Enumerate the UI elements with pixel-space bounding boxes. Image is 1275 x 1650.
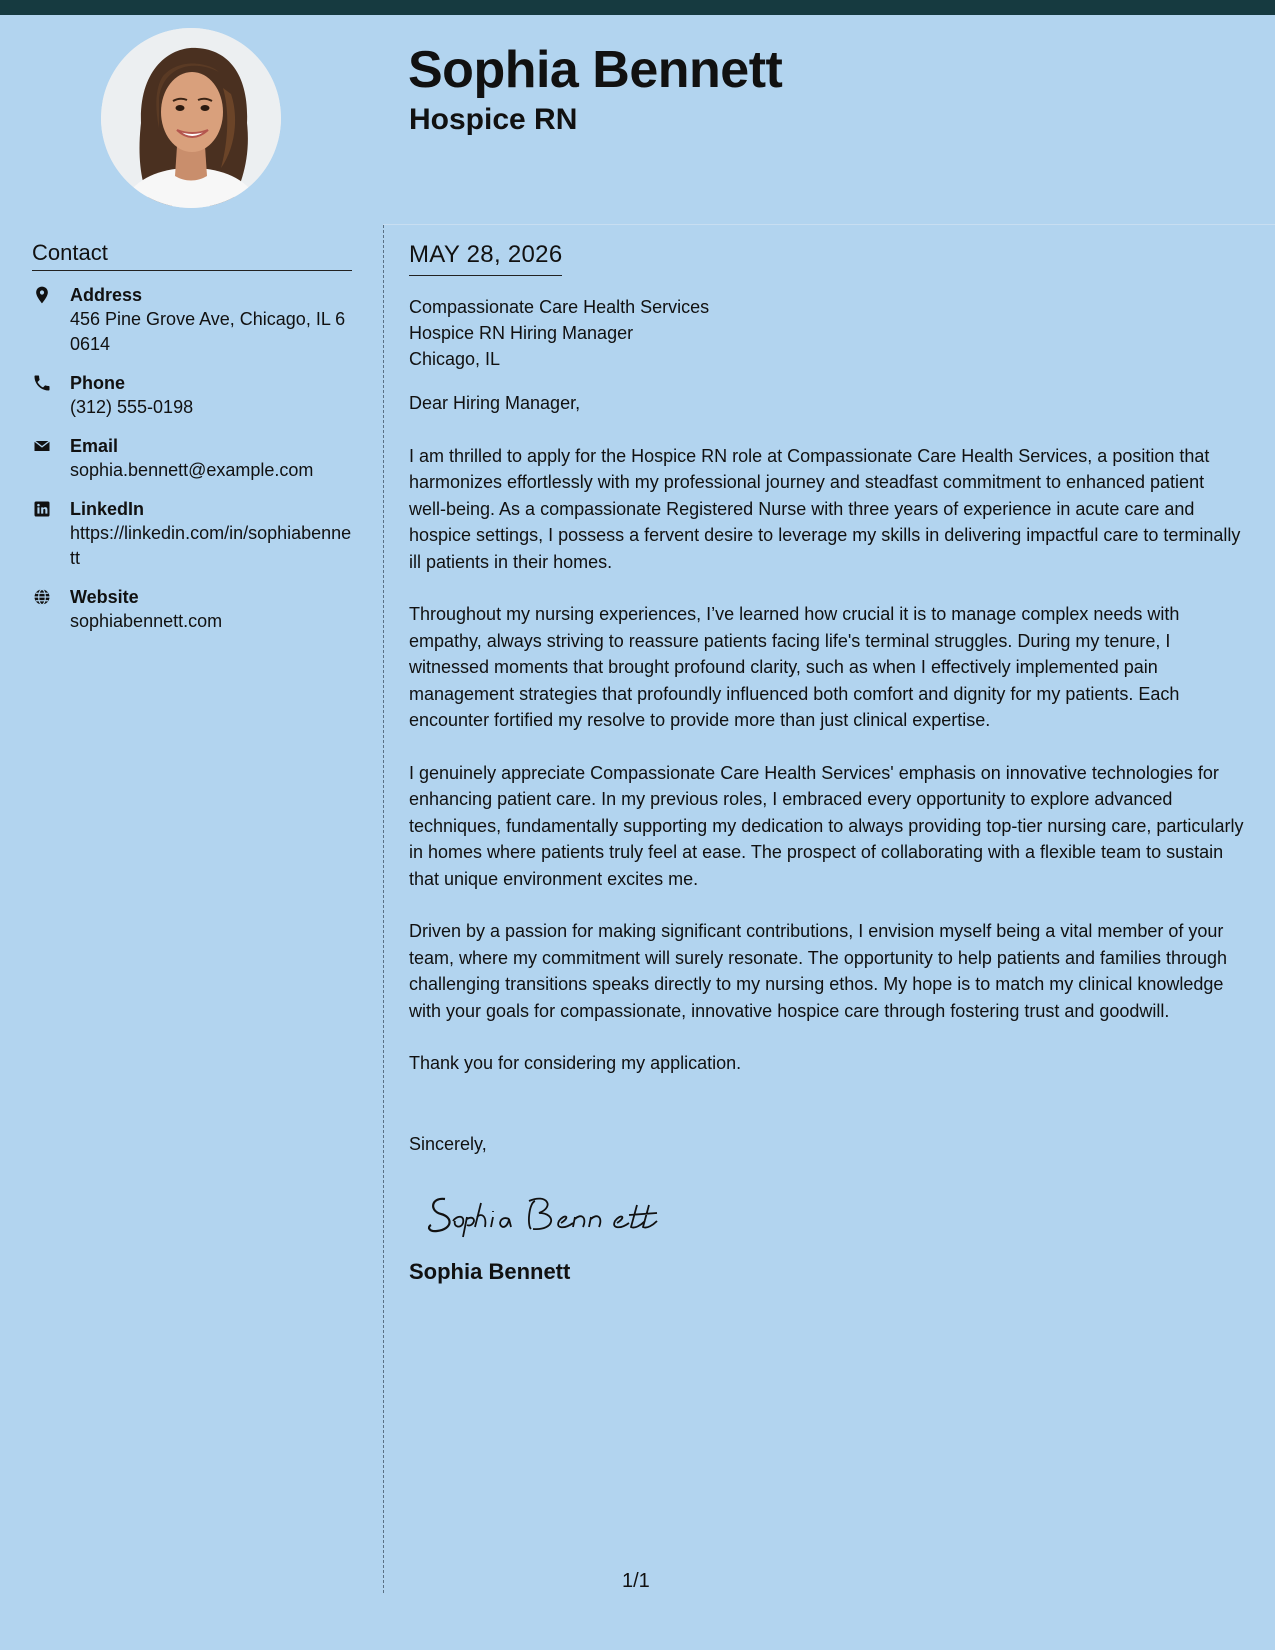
contact-sidebar	[32, 240, 352, 648]
job-title: Hospice RN	[409, 103, 578, 136]
contact-label: Email	[70, 436, 119, 456]
body-paragraph: I genuinely appreciate Compassionate Care Health Services' emphasis on innovative technologies for enhancing patient care. In my previous roles, I embraced every opportunity to explore advanced techniques, fundamentally supporting my dedication to always providing top-tier nursing care, particularly in homes where patients truly feel at ease. The prospect of collaborating with a flexible team to sustain that unique environment excites me.	[409, 762, 1244, 889]
body-paragraph: Driven by a passion for making significant contributions, I envision myself being a vital member of your team, where my commitment will surely resonate. The opportunity to help patients and families through challenging transitions speaks directly to my nursing ethos. My hope is to match my clinical knowledge with your goals for compassionate, innovative hospice care through fostering trust and goodwill.	[409, 921, 1228, 1021]
recipient-block	[409, 294, 1245, 372]
closing: Sincerely,	[409, 1133, 487, 1154]
signer-name: Sophia Bennett	[409, 1259, 571, 1284]
contact-linkedin	[32, 497, 352, 571]
envelope-icon	[32, 436, 54, 458]
greeting: Dear Hiring Manager,	[409, 393, 581, 413]
signature-graphic	[423, 1181, 663, 1241]
contact-email	[32, 434, 352, 483]
contact-value[interactable]: https://linkedin.com/in/sophiabennett	[70, 523, 352, 568]
recipient-title: Hospice RN Hiring Manager	[409, 323, 634, 343]
profile-photo-illustration	[101, 28, 281, 208]
applicant-name: Sophia Bennett	[408, 41, 783, 99]
contact-label: Address	[70, 285, 143, 305]
contact-label: LinkedIn	[70, 499, 145, 519]
recipient-location: Chicago, IL	[409, 349, 501, 369]
recipient-company: Compassionate Care Health Services	[409, 297, 710, 317]
header-divider	[383, 224, 1275, 225]
profile-photo	[101, 28, 281, 208]
contact-heading: Contact	[32, 240, 352, 271]
letter-body	[409, 240, 1245, 1286]
phone-icon	[32, 373, 54, 395]
contact-website	[32, 585, 352, 634]
page-number: 1/1	[622, 1570, 650, 1592]
letter-date: MAY 28, 2026	[409, 240, 562, 276]
top-accent-bar	[0, 0, 1275, 15]
contact-label: Phone	[70, 373, 126, 393]
contact-phone	[32, 371, 352, 420]
map-pin-icon	[32, 285, 54, 307]
linkedin-icon	[32, 499, 54, 521]
column-divider	[383, 225, 384, 1593]
body-paragraph: Throughout my nursing experiences, I’ve learned how crucial it is to manage complex needs with empathy, always striving to reassure patients facing life's terminal struggles. During my tenure, I witnessed moments that brought profound clarity, such as when I effectively implemented pain management strategies that profoundly influenced both comfort and dignity for my patients. Each encounter fortified my resolve to provide more than just clinical expertise.	[409, 604, 1180, 730]
body-paragraph: I am thrilled to apply for the Hospice RN role at Compassionate Care Health Services, a position that harmonizes effortlessly with my professional journey and steadfast commitment to enhanced patient well-being. As a compassionate Registered Nurse with three years of experience in acute care and hospice settings, I possess a fervent desire to leverage my skills in delivering impactful care to terminally ill patients in their homes.	[409, 445, 1241, 572]
contact-value[interactable]: sophiabennett.com	[70, 611, 223, 631]
contact-label: Website	[70, 587, 139, 607]
contact-value: 456 Pine Grove Ave, Chicago, IL 60614	[70, 309, 346, 354]
thank-you-line: Thank you for considering my application.	[409, 1053, 742, 1073]
contact-value[interactable]: sophia.bennett@example.com	[70, 460, 314, 480]
handwritten-signature	[423, 1181, 1245, 1241]
contact-value: (312) 555-0198	[70, 397, 194, 417]
contact-address	[32, 283, 352, 357]
globe-icon	[32, 587, 54, 609]
